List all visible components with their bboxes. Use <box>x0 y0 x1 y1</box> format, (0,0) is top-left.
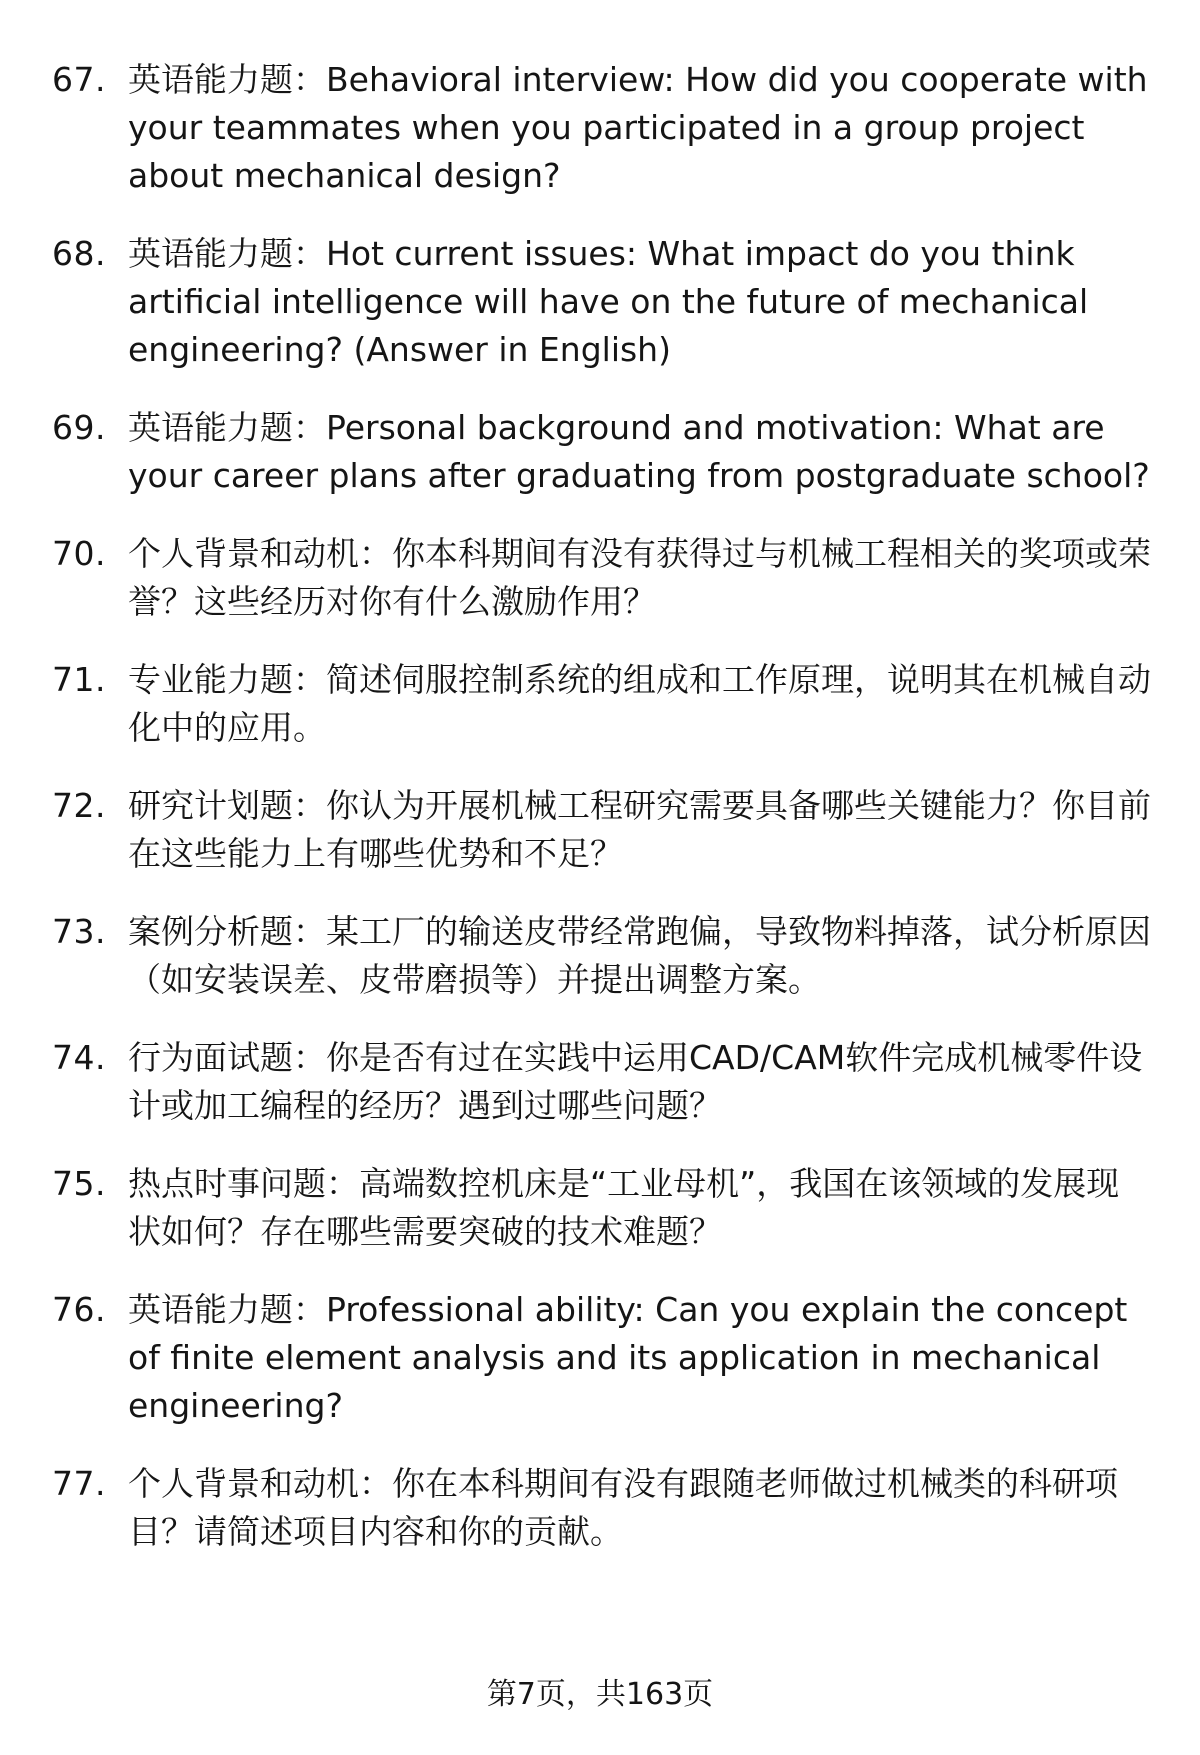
question-list <box>52 56 1152 1586</box>
question-text: 英语能力题：Professional ability: Can you explain the concept of finite element analysis and its application in mechanical engineering? <box>128 1290 1128 1425</box>
question-text: 英语能力题：Personal background and motivation: What are your career plans after graduating from postgraduate school? <box>128 408 1150 495</box>
question-number: 73. <box>52 912 106 951</box>
question-item <box>52 1160 1152 1256</box>
question-text: 专业能力题：简述伺服控制系统的组成和工作原理，说明其在机械自动化中的应用。 <box>128 660 1151 747</box>
question-text: 个人背景和动机：你本科期间有没有获得过与机械工程相关的奖项或荣誉？这些经历对你有什么激励作用？ <box>128 534 1151 621</box>
question-number: 77. <box>52 1464 106 1503</box>
question-text: 研究计划题：你认为开展机械工程研究需要具备哪些关键能力？你目前在这些能力上有哪些优势和不足？ <box>128 786 1151 873</box>
question-item <box>52 908 1152 1004</box>
question-text: 热点时事问题：高端数控机床是“工业母机”，我国在该领域的发展现状如何？存在哪些需要突破的技术难题？ <box>128 1164 1120 1251</box>
question-number: 74. <box>52 1038 106 1077</box>
question-number: 76. <box>52 1290 106 1329</box>
question-item <box>52 656 1152 752</box>
question-number: 69. <box>52 408 106 447</box>
question-text: 案例分析题：某工厂的输送皮带经常跑偏，导致物料掉落，试分析原因（如安装误差、皮带磨损等）并提出调整方案。 <box>128 912 1151 999</box>
question-item <box>52 404 1152 500</box>
page-footer: 第7页，共163页 <box>486 1677 714 1712</box>
question-text: 行为面试题：你是否有过在实践中运用CAD/CAM软件完成机械零件设计或加工编程的经历？遇到过哪些问题？ <box>128 1038 1143 1125</box>
question-number: 72. <box>52 786 106 825</box>
question-item <box>52 1034 1152 1130</box>
question-item <box>52 56 1152 200</box>
question-item <box>52 1460 1152 1556</box>
question-text: 英语能力题：Hot current issues: What impact do you think artificial intelligence will have on the future of mechanical engineering? (Answer in English) <box>128 234 1089 369</box>
question-item <box>52 530 1152 626</box>
question-number: 70. <box>52 534 106 573</box>
question-number: 67. <box>52 60 106 99</box>
question-number: 71. <box>52 660 106 699</box>
question-item <box>52 782 1152 878</box>
question-text: 英语能力题：Behavioral interview: How did you cooperate with your teammates when you participated in a group project about mechanical design? <box>128 60 1148 195</box>
question-number: 68. <box>52 234 106 273</box>
question-item <box>52 230 1152 374</box>
question-number: 75. <box>52 1164 106 1203</box>
question-item <box>52 1286 1152 1430</box>
question-text: 个人背景和动机：你在本科期间有没有跟随老师做过机械类的科研项目？请简述项目内容和你的贡献。 <box>128 1464 1118 1551</box>
